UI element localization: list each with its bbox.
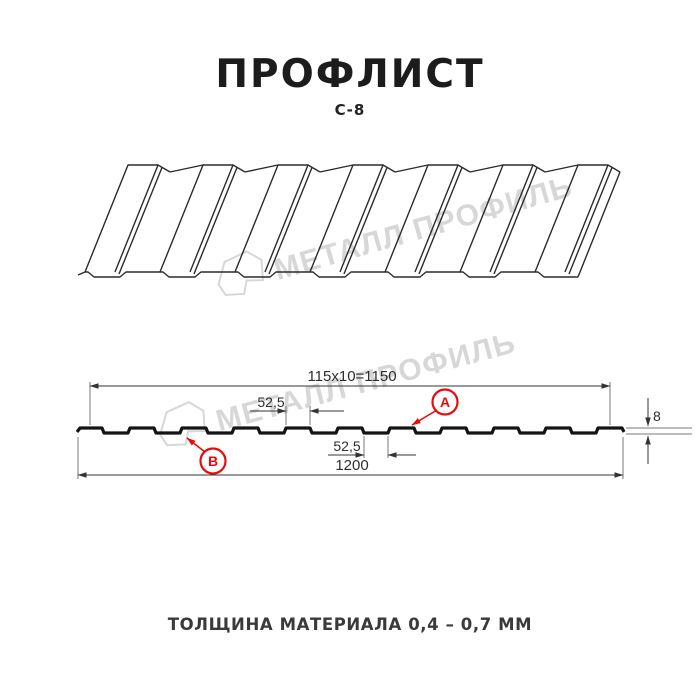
profile-drawing-canvas: МЕТАЛЛ ПРОФИЛЬ 115x10=1150 1200 52,5 52,5 8 A B [0,0,700,700]
thickness-note: ТОЛЩИНА МАТЕРИАЛА 0,4 – 0,7 ММ [167,615,533,634]
profile-outline [77,428,624,433]
dimension-pitch-label: 115x10=1150 [307,368,397,385]
callout-a-label: A [439,394,451,410]
callout-a [412,390,458,426]
callout-b-label: B [207,453,219,469]
profile-3d-drawing [78,160,620,303]
extension-lines [78,382,692,479]
page-title: ПРОФЛИСТ [215,52,485,97]
height-label: 8 [653,408,661,424]
page-subtitle: С-8 [334,101,366,119]
dimension-width-label: 1200 [335,457,369,474]
callout-b [187,438,226,474]
groove-bottom-label: 52,5 [333,438,361,454]
profile-cross-section [77,316,692,479]
groove-top-label: 52,5 [257,394,285,410]
